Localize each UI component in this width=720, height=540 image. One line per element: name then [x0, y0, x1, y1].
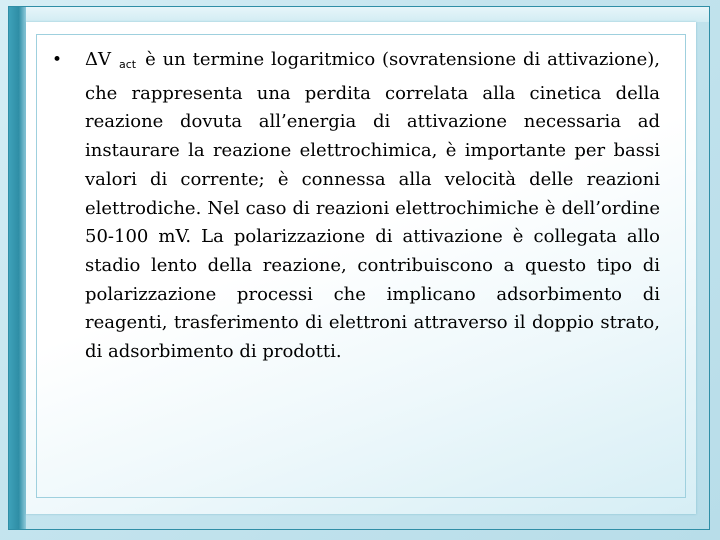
term-subscript: act — [119, 58, 137, 71]
bullet-item — [52, 46, 660, 367]
paragraph-text: è un termine logaritmico (sovratensione di attivazione), che rappresenta una perdita correlata alla cinetica della reazione dovuta all’energia di attivazione necessaria ad instaurare la reazione elettrochimica, è importante per bassi valori di corrente; è connessa alla velocità delle reazioni elettrodiche. Nel caso di reazioni elettrochimiche è dell’ordine 50-100 mV. La polarizzazione di attivazione è collegata allo stadio lento della reazione, contribuiscono a questo tipo di polarizzazione processi che implicano adsorbimento di reagenti, trasferimento di elettroni attraverso il doppio strato, di adsorbimento di prodotti. — [85, 49, 660, 363]
bullet-marker: • — [52, 50, 63, 70]
bullet-text — [85, 46, 660, 367]
term-symbol: ΔV — [85, 49, 111, 70]
